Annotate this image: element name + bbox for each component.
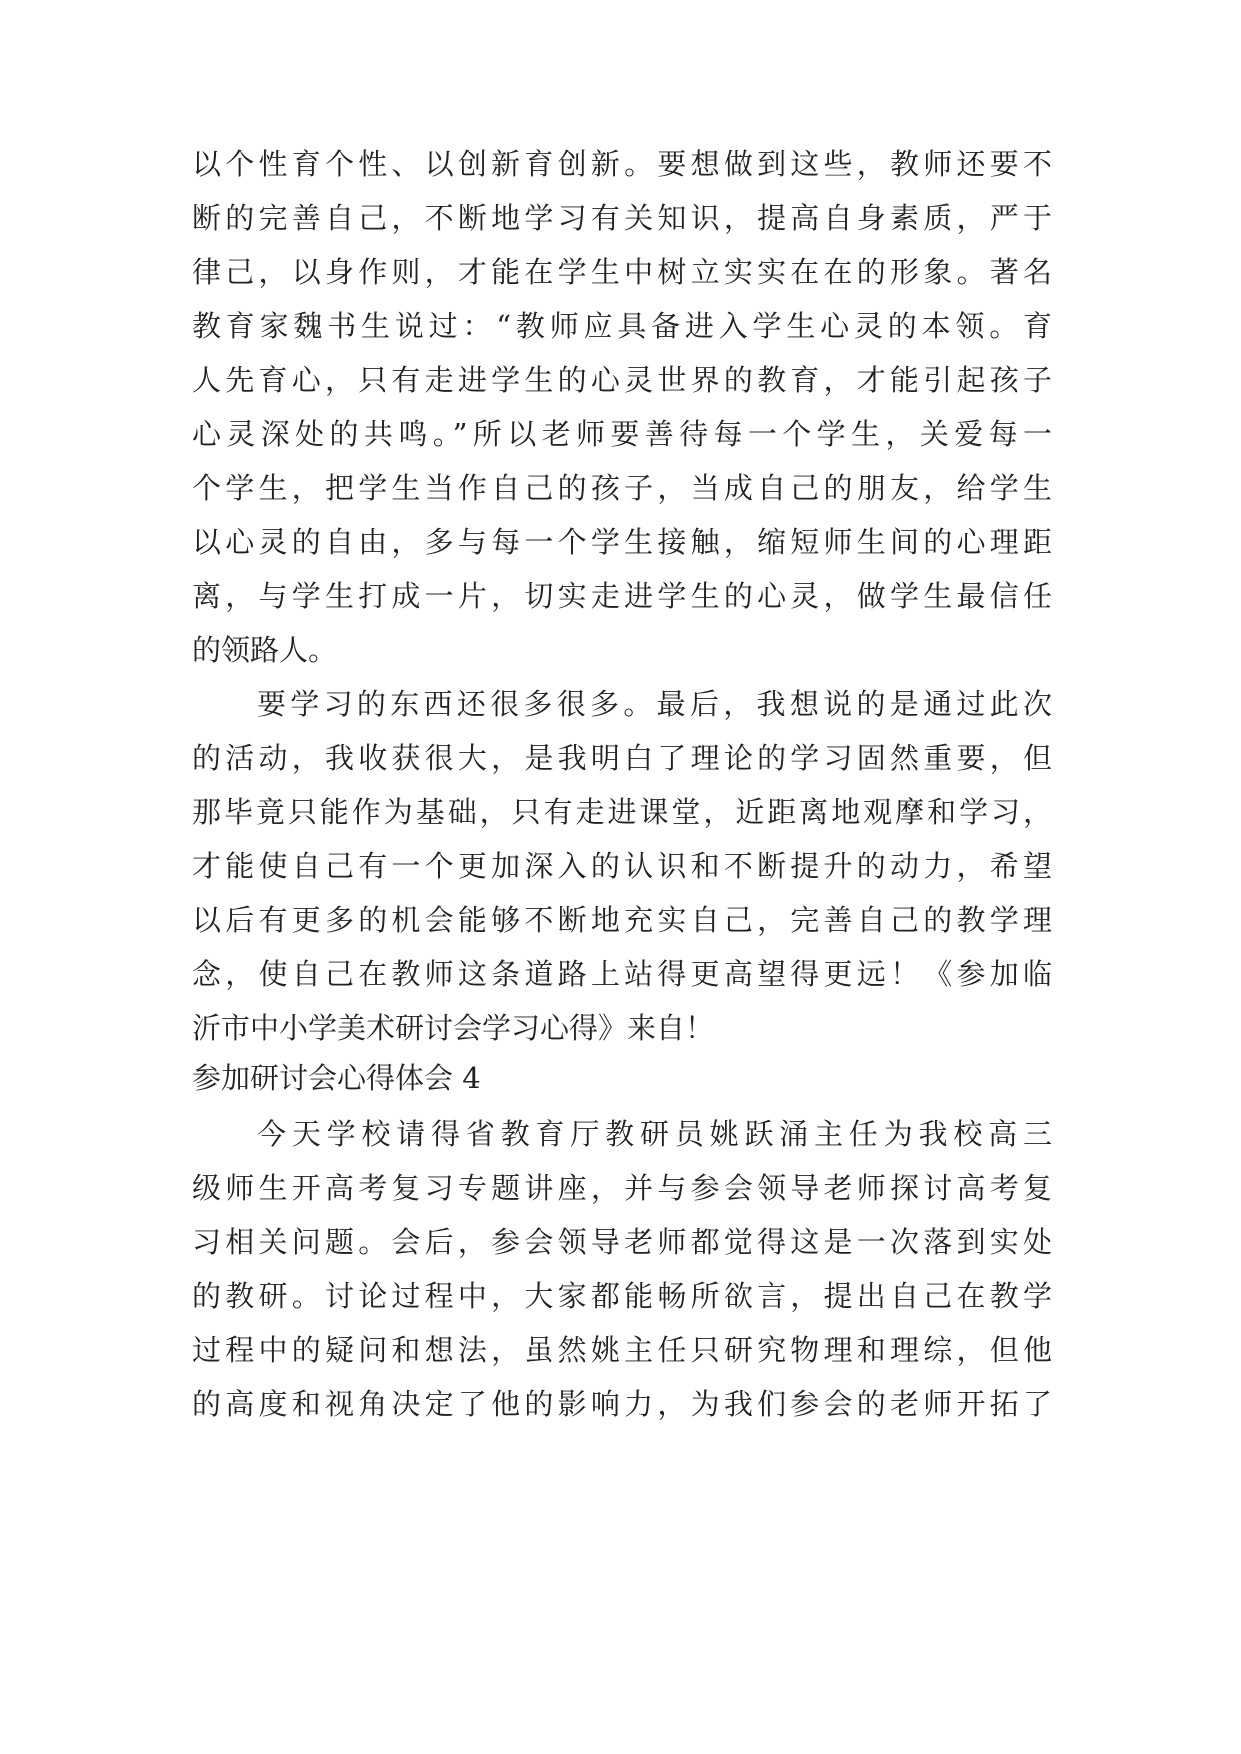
paragraph-1-line-7: 个学生，把学生当作自己的孩子，当成自己的朋友，给学生 [192, 471, 1052, 505]
paragraph-1-line-3: 律己，以身作则，才能在学生中树立实实在在的形象。著名 [192, 255, 1052, 289]
paragraph-3-line-4: 的教研。讨论过程中，大家都能畅所欲言，提出自己在教学 [192, 1279, 1052, 1313]
paragraph-1-line-5: 人先育心，只有走进学生的心灵世界的教育，才能引起孩子 [192, 363, 1052, 397]
paragraph-1-line-9: 离，与学生打成一片，切实走进学生的心灵，做学生最信任 [192, 579, 1052, 613]
paragraph-2-line-5: 以后有更多的机会能够不断地充实自己，完善自己的教学理 [192, 903, 1052, 937]
paragraph-2-line-7: 沂市中小学美术研讨会学习心得》来自！ [192, 1011, 715, 1045]
paragraph-1-line-1: 以个性育个性、以创新育创新。要想做到这些，教师还要不 [192, 147, 1052, 181]
paragraph-1-line-6: 心灵深处的共鸣。”所以老师要善待每一个学生，关爱每一 [192, 417, 1052, 451]
paragraph-3-line-5: 过程中的疑问和想法，虽然姚主任只研究物理和理综，但他 [192, 1333, 1052, 1367]
paragraph-1-line-8: 以心灵的自由，多与每一个学生接触，缩短师生间的心理距 [192, 525, 1052, 559]
paragraph-2-line-2: 的活动，我收获很大，是我明白了理论的学习固然重要，但 [192, 741, 1052, 775]
paragraph-2-line-6: 念，使自己在教师这条道路上站得更高望得更远！《参加临 [192, 957, 1052, 991]
paragraph-1-line-10: 的领路人。 [192, 633, 338, 667]
paragraph-3-line-3: 习相关问题。会后，参会领导老师都觉得这是一次落到实处 [192, 1225, 1052, 1259]
section-heading: 参加研讨会心得体会 4 [192, 1061, 481, 1095]
paragraph-3-line-2: 级师生开高考复习专题讲座，并与参会领导老师探讨高考复 [192, 1171, 1052, 1205]
paragraph-2-line-1: 要学习的东西还很多很多。最后，我想说的是通过此次 [257, 687, 1052, 721]
paragraph-3-line-6: 的高度和视角决定了他的影响力，为我们参会的老师开拓了 [192, 1387, 1052, 1421]
paragraph-3-line-1: 今天学校请得省教育厅教研员姚跃涌主任为我校高三 [257, 1117, 1052, 1151]
paragraph-1-line-2: 断的完善自己，不断地学习有关知识，提高自身素质，严于 [192, 201, 1052, 235]
paragraph-2-line-3: 那毕竟只能作为基础，只有走进课堂，近距离地观摩和学习， [192, 795, 1052, 829]
paragraph-1-line-4: 教育家魏书生说过：“教师应具备进入学生心灵的本领。育 [192, 309, 1052, 343]
paragraph-2-line-4: 才能使自己有一个更加深入的认识和不断提升的动力，希望 [192, 849, 1052, 883]
